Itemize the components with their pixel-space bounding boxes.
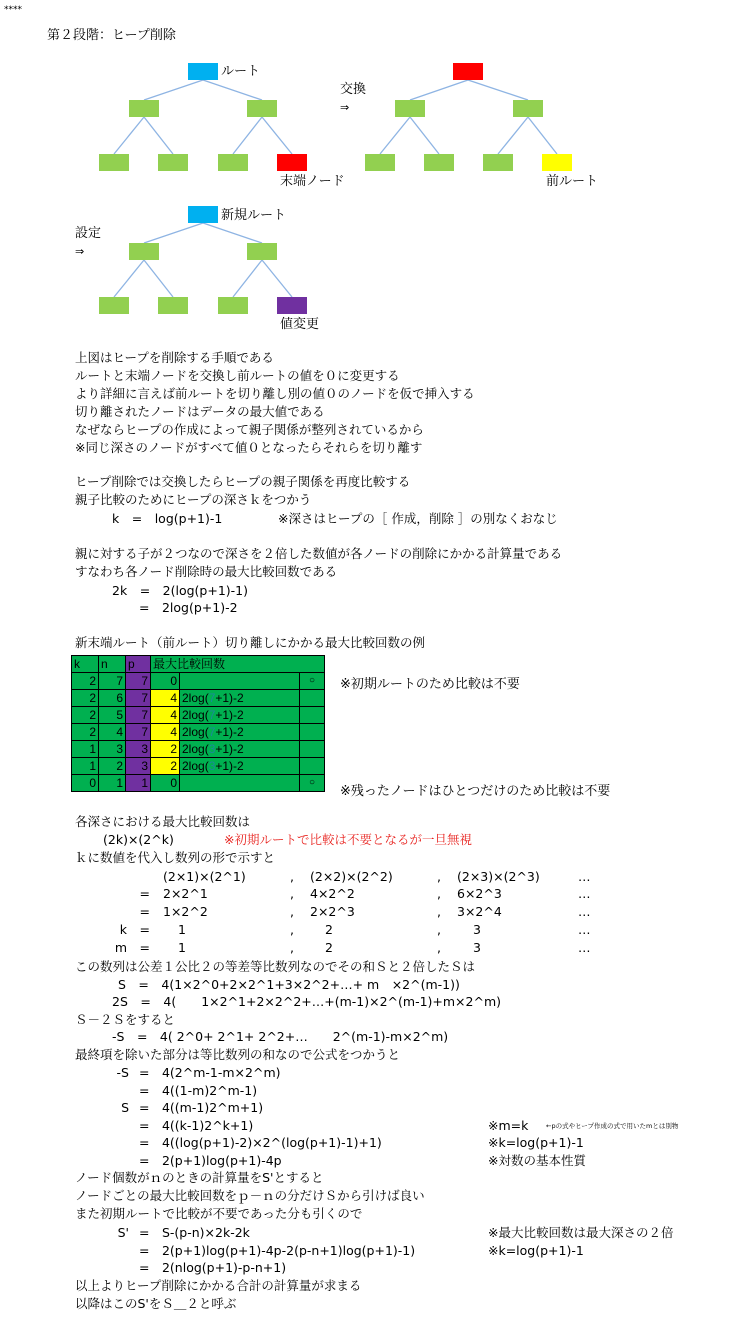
seq-comma: , [437, 922, 441, 937]
deriv-rhs: = 4((1-m)2^m-1) [139, 1083, 258, 1098]
table-row [72, 775, 325, 792]
deriv-rhs: = 4((log(p+1)-2)×2^(log(p+1)-1)+1) [139, 1135, 382, 1150]
sp-rhs: = 2(nlog(p+1)-p-n+1) [139, 1260, 287, 1275]
deriv-lhs: S [121, 1100, 129, 1115]
seq-col-3: 3×2^4 [457, 904, 502, 919]
leaf-node [158, 154, 188, 171]
table-cell-c: 2 [151, 758, 180, 775]
leaf-node [483, 154, 513, 171]
seq-comma: , [290, 869, 294, 884]
tree-1 [99, 63, 307, 171]
deriv-note: ※m=k [488, 1118, 529, 1133]
table-cell-k: 0 [72, 775, 99, 792]
formula-p-value: 7 [208, 708, 216, 722]
table-cell-k: 1 [72, 758, 99, 775]
table-cell-n: 5 [99, 707, 126, 724]
deriv-small-note: ←pの式やヒープ作成の式で用いたmとは別物 [546, 1122, 679, 1130]
table-cell-formula [180, 775, 300, 792]
table-cell-formula [180, 741, 300, 758]
seq-col-3: 6×2^3 [457, 886, 502, 901]
formula-p-value: 3 [208, 742, 216, 756]
text-line: ※同じ深さのノードがすべて値０となったらそれらを切り離す [75, 440, 423, 455]
table-cell-p: 7 [126, 707, 151, 724]
formula-prefix: 2log( [182, 691, 209, 705]
table-cell-p: 3 [126, 758, 151, 775]
deriv-rhs: = 4((k-1)2^k+1) [139, 1118, 254, 1133]
text-line: ルートと末端ノードを交換し前ルートの値を０に変更する [75, 368, 400, 383]
seq-comma: , [437, 886, 441, 901]
formula-suffix: +1)-2 [215, 725, 244, 739]
seq-comma: , [290, 922, 294, 937]
node [395, 100, 425, 117]
two-k-formula: = 2log(p+1)-2 [139, 600, 238, 615]
seq-col-3: 3 [473, 940, 481, 955]
table-cell-k: 2 [72, 724, 99, 741]
sp-note: ※最大比較回数は最大深さの２倍 [488, 1225, 674, 1240]
text-line: 親子比較のためにヒープの深さｋをつかう [75, 492, 312, 507]
deriv-rhs: = 2(p+1)log(p+1)-4p [139, 1153, 282, 1168]
leaf-node [99, 154, 129, 171]
table-cell-p: 7 [126, 724, 151, 741]
table-row [72, 758, 325, 775]
label-last-node: 末端ノード [280, 174, 345, 189]
node [247, 100, 277, 117]
label-set: 設定 [75, 226, 102, 241]
label-value-change: 値変更 [280, 317, 320, 332]
last-node-red [277, 154, 307, 171]
sp-note: ※k=log(p+1)-1 [488, 1243, 584, 1258]
sp-rhs: = 2(p+1)log(p+1)-4p-2(p-n+1)log(p+1)-1) [139, 1243, 416, 1258]
table-header-row [72, 656, 325, 673]
deriv-rhs: = 4(2^m-1-m×2^m) [139, 1065, 281, 1080]
table-header-cell: k [72, 656, 99, 673]
leaf-node [424, 154, 454, 171]
node [129, 243, 159, 260]
table-title: 新末端ルート（前ルート）切り離しにかかる最大比較回数の例 [75, 635, 426, 650]
seq-col-1: 1×2^2 [163, 904, 208, 919]
table-cell-mark [300, 758, 325, 775]
tree-2 [365, 63, 572, 171]
table-cell-p: 7 [126, 673, 151, 690]
formula-suffix: +1)-2 [215, 742, 244, 756]
text-line: この数列は公差１公比２の等差等比数列なのでその和Ｓと２倍したＳは [75, 959, 476, 974]
text-line: また初期ルートで比較が不要であった分も引くので [75, 1206, 363, 1221]
deriv-lhs: -S [116, 1065, 129, 1080]
table-cell-p: 1 [126, 775, 151, 792]
table-cell-n: 1 [99, 775, 126, 792]
table-cell-k: 2 [72, 690, 99, 707]
text-line: なぜならヒープの作成によって親子関係が整列されているから [75, 422, 424, 437]
text-line: ヒープ削除では交換したらヒープの親子関係を再度比較する [75, 474, 411, 489]
table-row [72, 741, 325, 758]
text-line: より詳細に言えば前ルートを切り離し別の値０のノードを仮で挿入する [75, 386, 475, 401]
formula-suffix: +1)-2 [215, 708, 244, 722]
seq-ellipsis: … [578, 904, 591, 919]
table-cell-n: 6 [99, 690, 126, 707]
seq-ellipsis: … [578, 940, 591, 955]
seq-ellipsis: … [578, 869, 591, 884]
text-line: 切り離されたノードはデータの最大値である [75, 404, 325, 419]
seq-ellipsis: … [578, 886, 591, 901]
formula: (2k)×(2^k) [103, 832, 174, 847]
seq-lhs: m = [114, 940, 150, 955]
node [513, 100, 543, 117]
deriv-note: ※対数の基本性質 [488, 1153, 586, 1168]
table-cell-mark [300, 690, 325, 707]
seq-comma: , [290, 904, 294, 919]
seq-comma: , [437, 869, 441, 884]
section-title: 第２段階：ヒープ削除 [47, 28, 176, 43]
seq-ellipsis: … [578, 922, 591, 937]
formula-prefix: 2log( [182, 742, 209, 756]
leaf-node [158, 297, 188, 314]
table-cell-n: 4 [99, 724, 126, 741]
seq-lhs: = [139, 886, 150, 901]
seq-col-2: (2×2)×(2^2) [310, 869, 393, 884]
formula-2s: 2S = 4( 1×2^1+2×2^2+…+(m-1)×2^(m-1)+m×2^m) [112, 994, 502, 1009]
sp-rhs: = S-(p-n)×2k-2k [139, 1225, 250, 1240]
table-row [72, 673, 325, 690]
leaf-node [218, 154, 248, 171]
label-swap: 交換 [340, 82, 367, 97]
seq-comma: , [290, 886, 294, 901]
heap-diagrams [0, 0, 742, 340]
table-cell-c: 0 [151, 775, 180, 792]
note-red: ※初期ルートで比較は不要となるが一旦無視 [224, 832, 472, 847]
seq-col-2: 4×2^2 [310, 886, 355, 901]
arrow-icon: ⇒ [340, 101, 350, 114]
table-cell-k: 2 [72, 673, 99, 690]
formula-prefix: 2log( [182, 708, 209, 722]
formula-prefix: 2log( [182, 759, 209, 773]
seq-col-1: 2×2^1 [163, 886, 208, 901]
table-row [72, 724, 325, 741]
formula-suffix: +1)-2 [215, 759, 244, 773]
seq-comma: , [437, 940, 441, 955]
node [129, 100, 159, 117]
formula-neg-s: -S = 4( 2^0+ 2^1+ 2^2+… 2^(m-1)-m×2^m) [112, 1029, 449, 1044]
seq-col-1: 1 [178, 940, 186, 955]
seq-col-2: 2×2^3 [310, 904, 355, 919]
table-cell-mark: ○ [300, 673, 325, 690]
table-cell-p: 7 [126, 690, 151, 707]
note-last-node: ※残ったノードはひとつだけのため比較は不要 [340, 784, 611, 799]
table-row [72, 707, 325, 724]
table-cell-k: 2 [72, 707, 99, 724]
node [247, 243, 277, 260]
table-cell-formula [180, 690, 300, 707]
seq-lhs: = [139, 904, 150, 919]
comparison-table [71, 655, 325, 792]
table-cell-mark [300, 707, 325, 724]
note-first-root: ※初期ルートのため比較は不要 [340, 677, 520, 692]
text-line: 以降はこのS'をＳ＿２と呼ぶ [75, 1296, 237, 1311]
text-line: ｋに数値を代入し数列の形で示すと [75, 850, 276, 865]
text-line: 上図はヒープを削除する手順である [75, 350, 274, 365]
table-cell-c: 4 [151, 690, 180, 707]
table-cell-formula [180, 673, 300, 690]
label-new-root: 新規ルート [221, 208, 287, 223]
deriv-rhs: = 4((m-1)2^m+1) [139, 1100, 264, 1115]
k-formula: k = log(p+1)-1 [112, 511, 223, 526]
seq-col-1: (2×1)×(2^1) [163, 869, 246, 884]
k-note: ※深さはヒープの［ 作成，削除 ］の別なくおなじ [278, 511, 558, 526]
prev-root-yellow [542, 154, 572, 171]
table-cell-mark: ○ [300, 775, 325, 792]
text-line: ノードごとの最大比較回数をｐ－ｎの分だけＳから引けば良い [75, 1188, 425, 1203]
formula-prefix: 2log( [182, 725, 209, 739]
text-line: 各深さにおける最大比較回数は [75, 814, 251, 829]
table-cell-formula [180, 758, 300, 775]
text-line: すなわち各ノード削除時の最大比較回数である [75, 564, 338, 579]
text-line: Ｓ－２Ｓをすると [75, 1012, 176, 1027]
text-line: ノード個数がｎのときの計算量をS'とすると [75, 1170, 324, 1185]
table-cell-formula [180, 707, 300, 724]
table-cell-n: 3 [99, 741, 126, 758]
value-changed-purple [277, 297, 307, 314]
leaf-node [365, 154, 395, 171]
formula-p-value: 7 [208, 691, 216, 705]
root-node-blue [188, 63, 218, 80]
table-header-cell: p [126, 656, 151, 673]
table-header-cell: 最大比較回数 [151, 656, 325, 673]
label-prev-root: 前ルート [546, 174, 599, 189]
seq-col-2: 2 [325, 940, 333, 955]
table-cell-n: 2 [99, 758, 126, 775]
table-cell-c: 0 [151, 673, 180, 690]
table-cell-mark [300, 741, 325, 758]
table-cell-p: 3 [126, 741, 151, 758]
table-row [72, 690, 325, 707]
text-line: 親に対する子が２つなので深さを２倍した数値が各ノードの削除にかかる計算量である [75, 546, 563, 561]
seq-lhs: k = [119, 922, 150, 937]
sp-lhs: S' [117, 1225, 129, 1240]
header-mark: **** [4, 5, 22, 15]
table-cell-n: 7 [99, 673, 126, 690]
table-cell-c: 4 [151, 724, 180, 741]
deriv-note: ※k=log(p+1)-1 [488, 1135, 584, 1150]
root-node-red [453, 63, 483, 80]
text-line: 最終項を除いた部分は等比数列の和なので公式をつかうと [75, 1047, 401, 1062]
arrow-icon: ⇒ [75, 245, 85, 258]
leaf-node [99, 297, 129, 314]
formula-s: S = 4(1×2^0+2×2^1+3×2^2+…+ m ×2^(m-1)) [118, 977, 460, 992]
seq-col-3: 3 [473, 922, 481, 937]
table-cell-formula [180, 724, 300, 741]
table-cell-mark [300, 724, 325, 741]
table-header-cell: n [99, 656, 126, 673]
leaf-node [218, 297, 248, 314]
seq-comma: , [290, 940, 294, 955]
table-cell-c: 4 [151, 707, 180, 724]
table-cell-c: 2 [151, 741, 180, 758]
seq-col-2: 2 [325, 922, 333, 937]
formula-p-value: 3 [208, 759, 216, 773]
formula-p-value: 7 [208, 725, 216, 739]
seq-comma: , [437, 904, 441, 919]
new-root-blue [188, 206, 218, 223]
seq-col-3: (2×3)×(2^3) [457, 869, 540, 884]
formula-suffix: +1)-2 [215, 691, 244, 705]
two-k-formula: 2k = 2(log(p+1)-1) [112, 583, 249, 598]
table-cell-k: 1 [72, 741, 99, 758]
label-root: ルート [221, 64, 261, 79]
text-line: 以上よりヒープ削除にかかる合計の計算量が求まる [75, 1278, 362, 1293]
seq-col-1: 1 [178, 922, 186, 937]
